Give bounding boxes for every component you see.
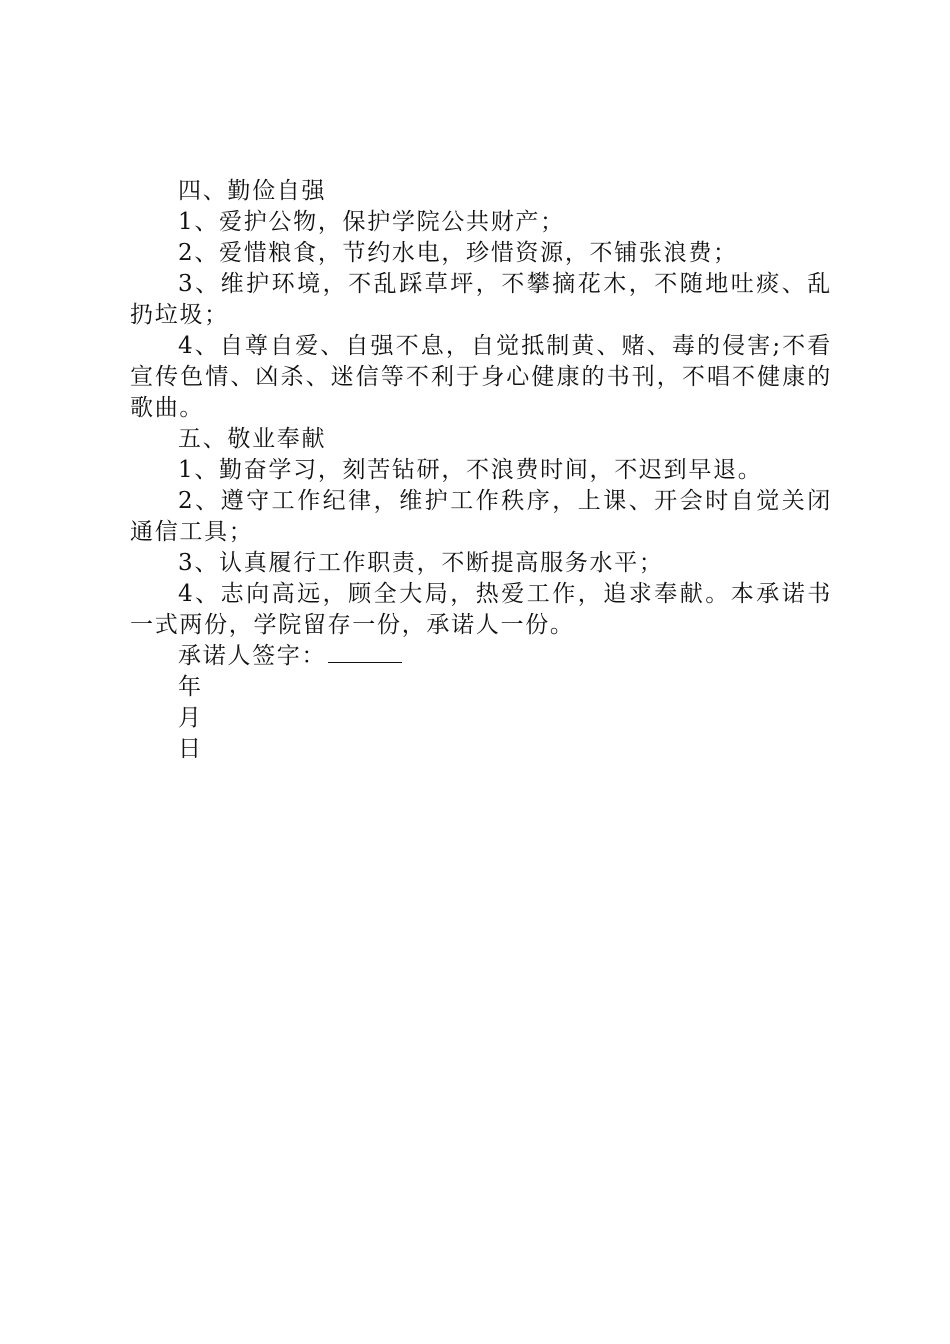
- list-item: 1、爱护公物，保护学院公共财产；: [178, 209, 565, 235]
- list-item: 2、遵守工作纪律，维护工作秩序，上课、开会时自觉关闭通信工具；: [130, 488, 832, 545]
- signature-line: [130, 641, 832, 672]
- signature-blank[interactable]: [328, 642, 402, 663]
- date-year-label: 年: [178, 674, 201, 700]
- list-item: 4、自尊自爱、自强不息，自觉抵制黄、赌、毒的侵害;不看宣传色情、凶杀、迷信等不利于身心健康的书刊，不唱不健康的歌曲。: [130, 333, 832, 421]
- list-item: 2、爱惜粮食，节约水电，珍惜资源，不铺张浪费；: [178, 240, 738, 266]
- list-item: 4、志向高远，顾全大局，热爱工作，追求奉献。本承诺书一式两份，学院留存一份，承诺人一份。: [130, 581, 832, 638]
- date-day-label: 日: [178, 736, 201, 762]
- section-heading-dedication: 五、敬业奉献: [178, 426, 327, 452]
- list-item: 3、维护环境，不乱踩草坪，不攀摘花木，不随地吐痰、乱扔垃圾；: [130, 271, 832, 328]
- section-heading-frugal: 四、勤俭自强: [178, 178, 327, 204]
- date-month-label: 月: [178, 705, 201, 731]
- list-item: 1、勤奋学习，刻苦钻研，不浪费时间，不迟到早退。: [178, 457, 763, 483]
- signature-label: 承诺人签字：: [178, 643, 327, 669]
- list-item: 3、认真履行工作职责，不断提高服务水平；: [178, 550, 664, 576]
- document-body: [130, 176, 832, 765]
